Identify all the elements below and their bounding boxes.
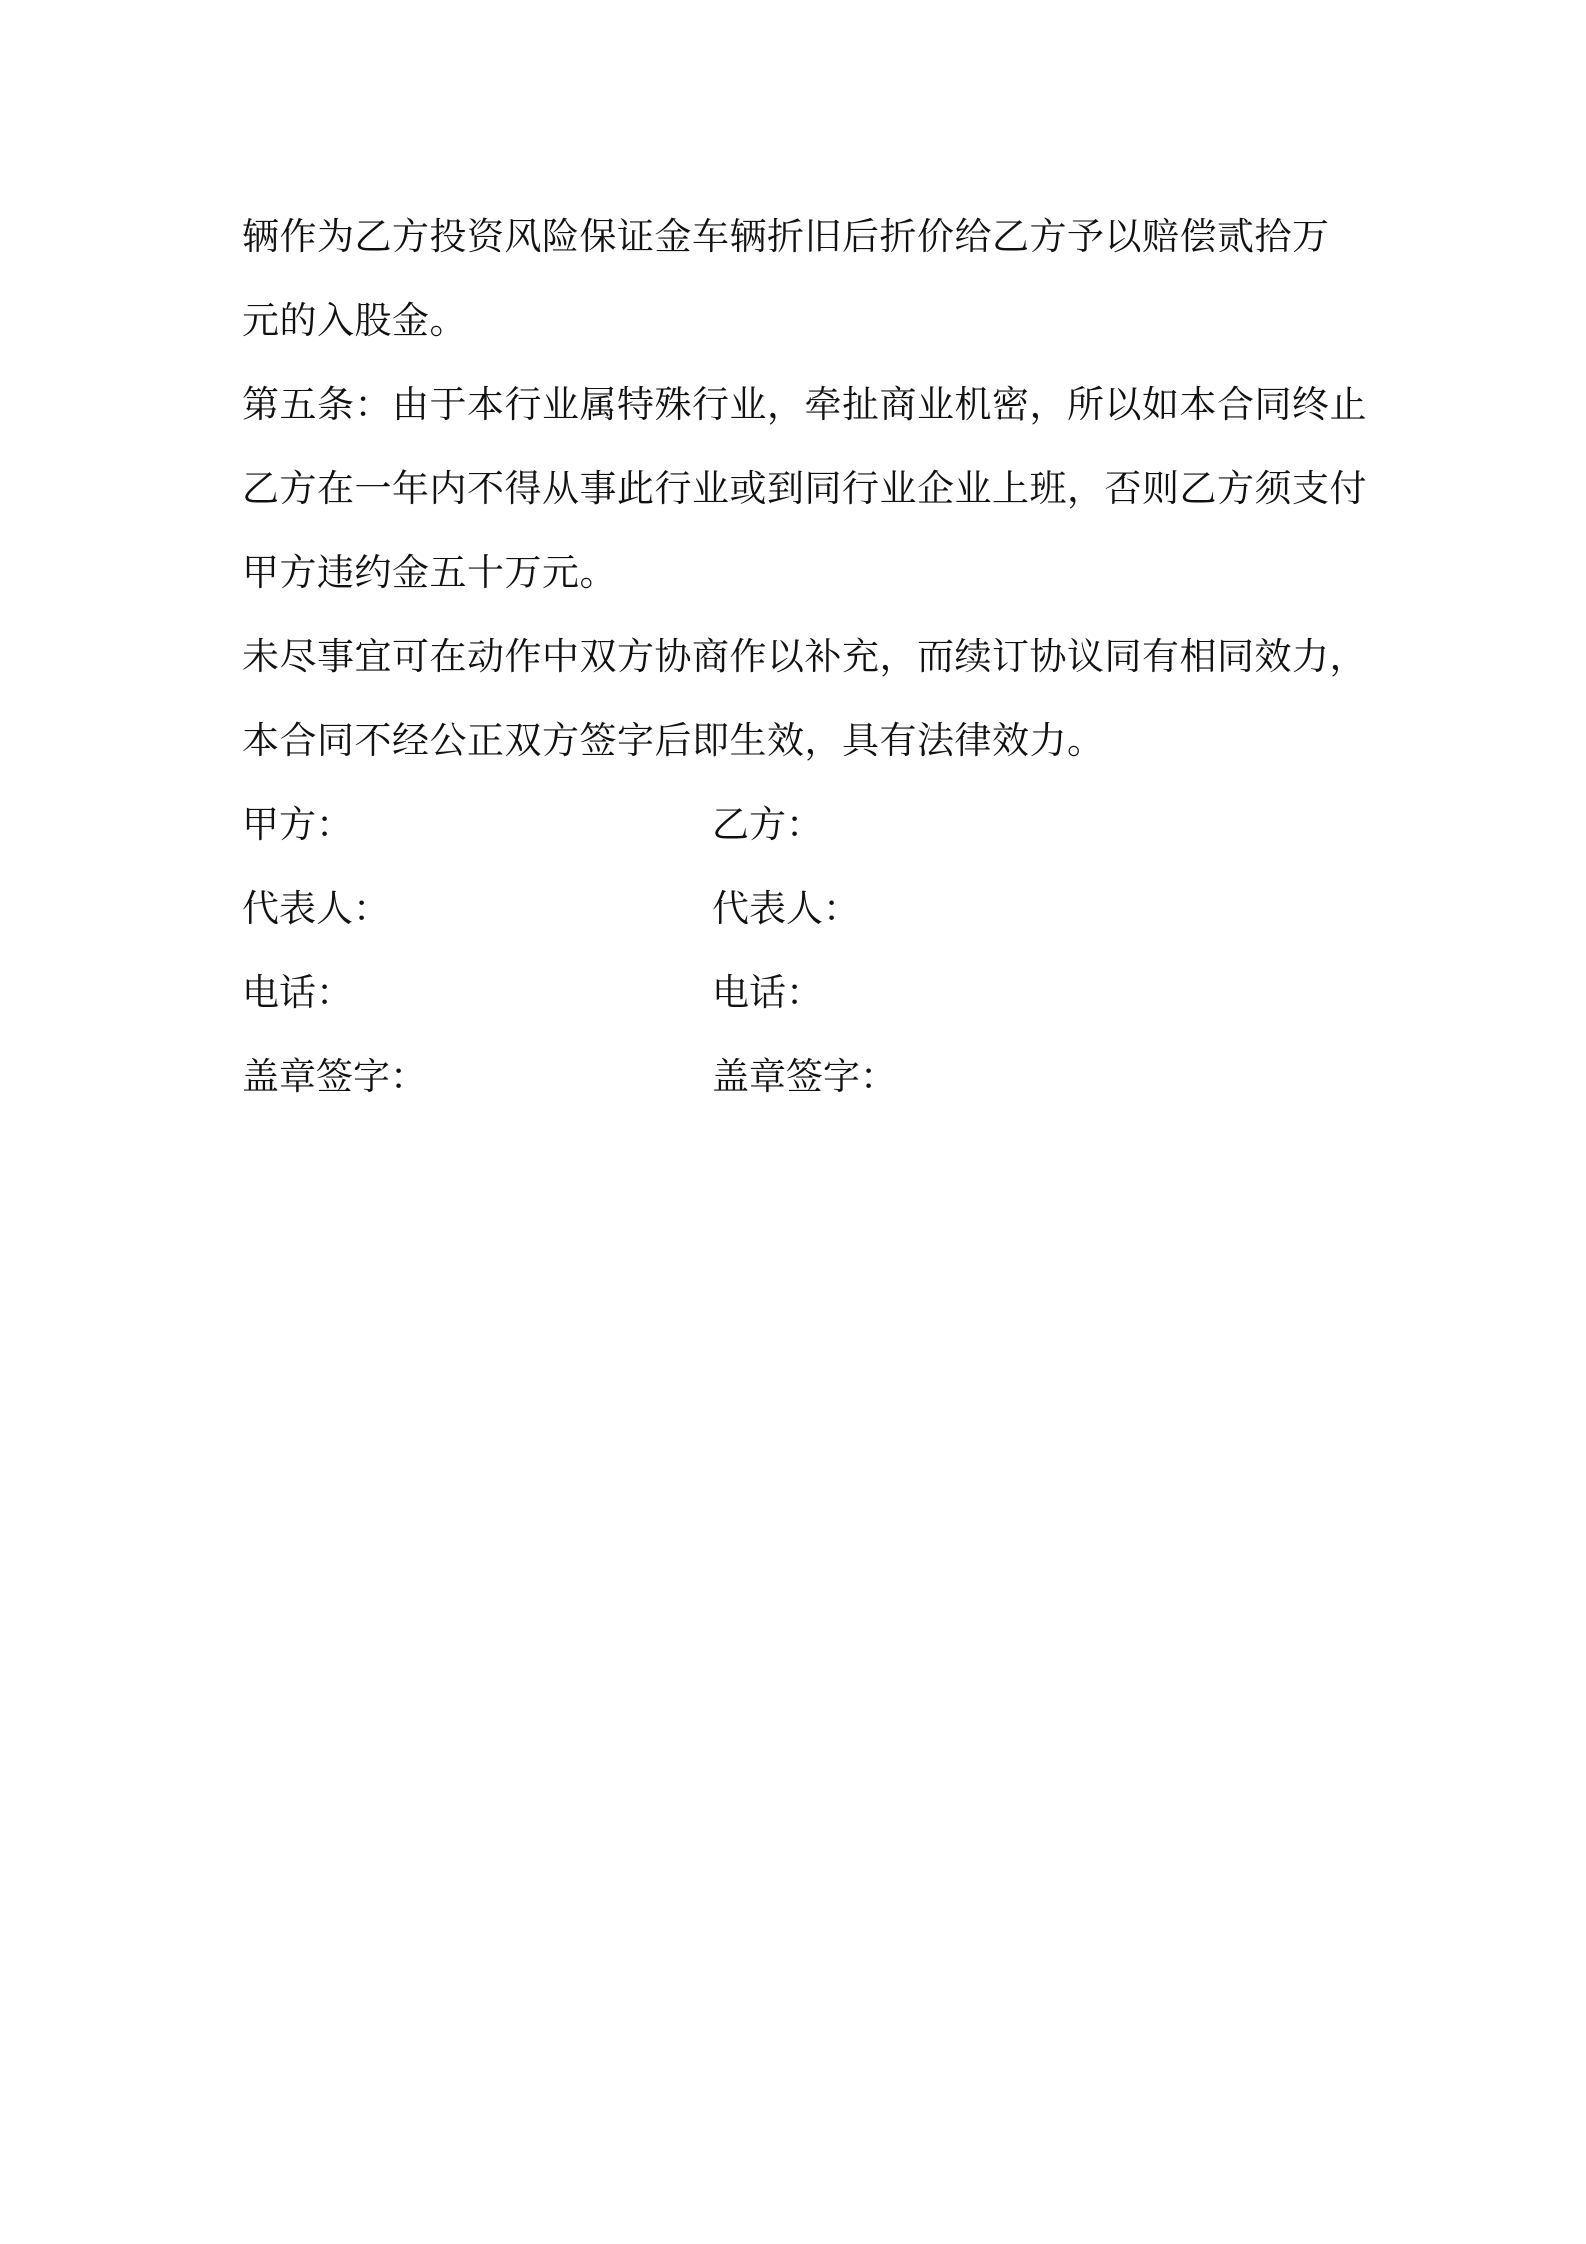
party-b-label: 乙方： xyxy=(712,803,823,846)
body-line-2: 元的入股金。 xyxy=(242,299,467,342)
article-five-line-3: 甲方违约金五十万元。 xyxy=(242,551,617,594)
supplementary-clause-line-2: 本合同不经公正双方签字后即生效，具有法律效力。 xyxy=(242,719,1105,762)
party-a-phone-label: 电话： xyxy=(242,971,353,1014)
party-a-seal-label: 盖章签字： xyxy=(242,1055,427,1098)
article-five-line-1: 第五条：由于本行业属特殊行业，牵扯商业机密，所以如本合同终止 xyxy=(242,383,1367,426)
supplementary-clause-line-1: 未尽事宜可在动作中双方协商作以补充，而续订协议同有相同效力， xyxy=(242,635,1367,678)
party-b-seal-label: 盖章签字： xyxy=(712,1055,897,1098)
contract-body xyxy=(242,195,1367,783)
signature-row-seal xyxy=(242,1035,1342,1119)
party-a-label: 甲方： xyxy=(242,803,353,846)
body-line-1: 辆作为乙方投资风险保证金车辆折旧后折价给乙方予以赔偿贰拾万 xyxy=(242,215,1330,258)
signature-row-representative xyxy=(242,867,1342,951)
signature-row-phone xyxy=(242,951,1342,1035)
signature-block xyxy=(242,783,1342,1119)
party-a-representative-label: 代表人： xyxy=(242,887,390,930)
article-five-line-2: 乙方在一年内不得从事此行业或到同行业企业上班，否则乙方须支付 xyxy=(242,467,1367,510)
party-b-phone-label: 电话： xyxy=(712,971,823,1014)
signature-row-party xyxy=(242,783,1342,867)
party-b-representative-label: 代表人： xyxy=(712,887,860,930)
